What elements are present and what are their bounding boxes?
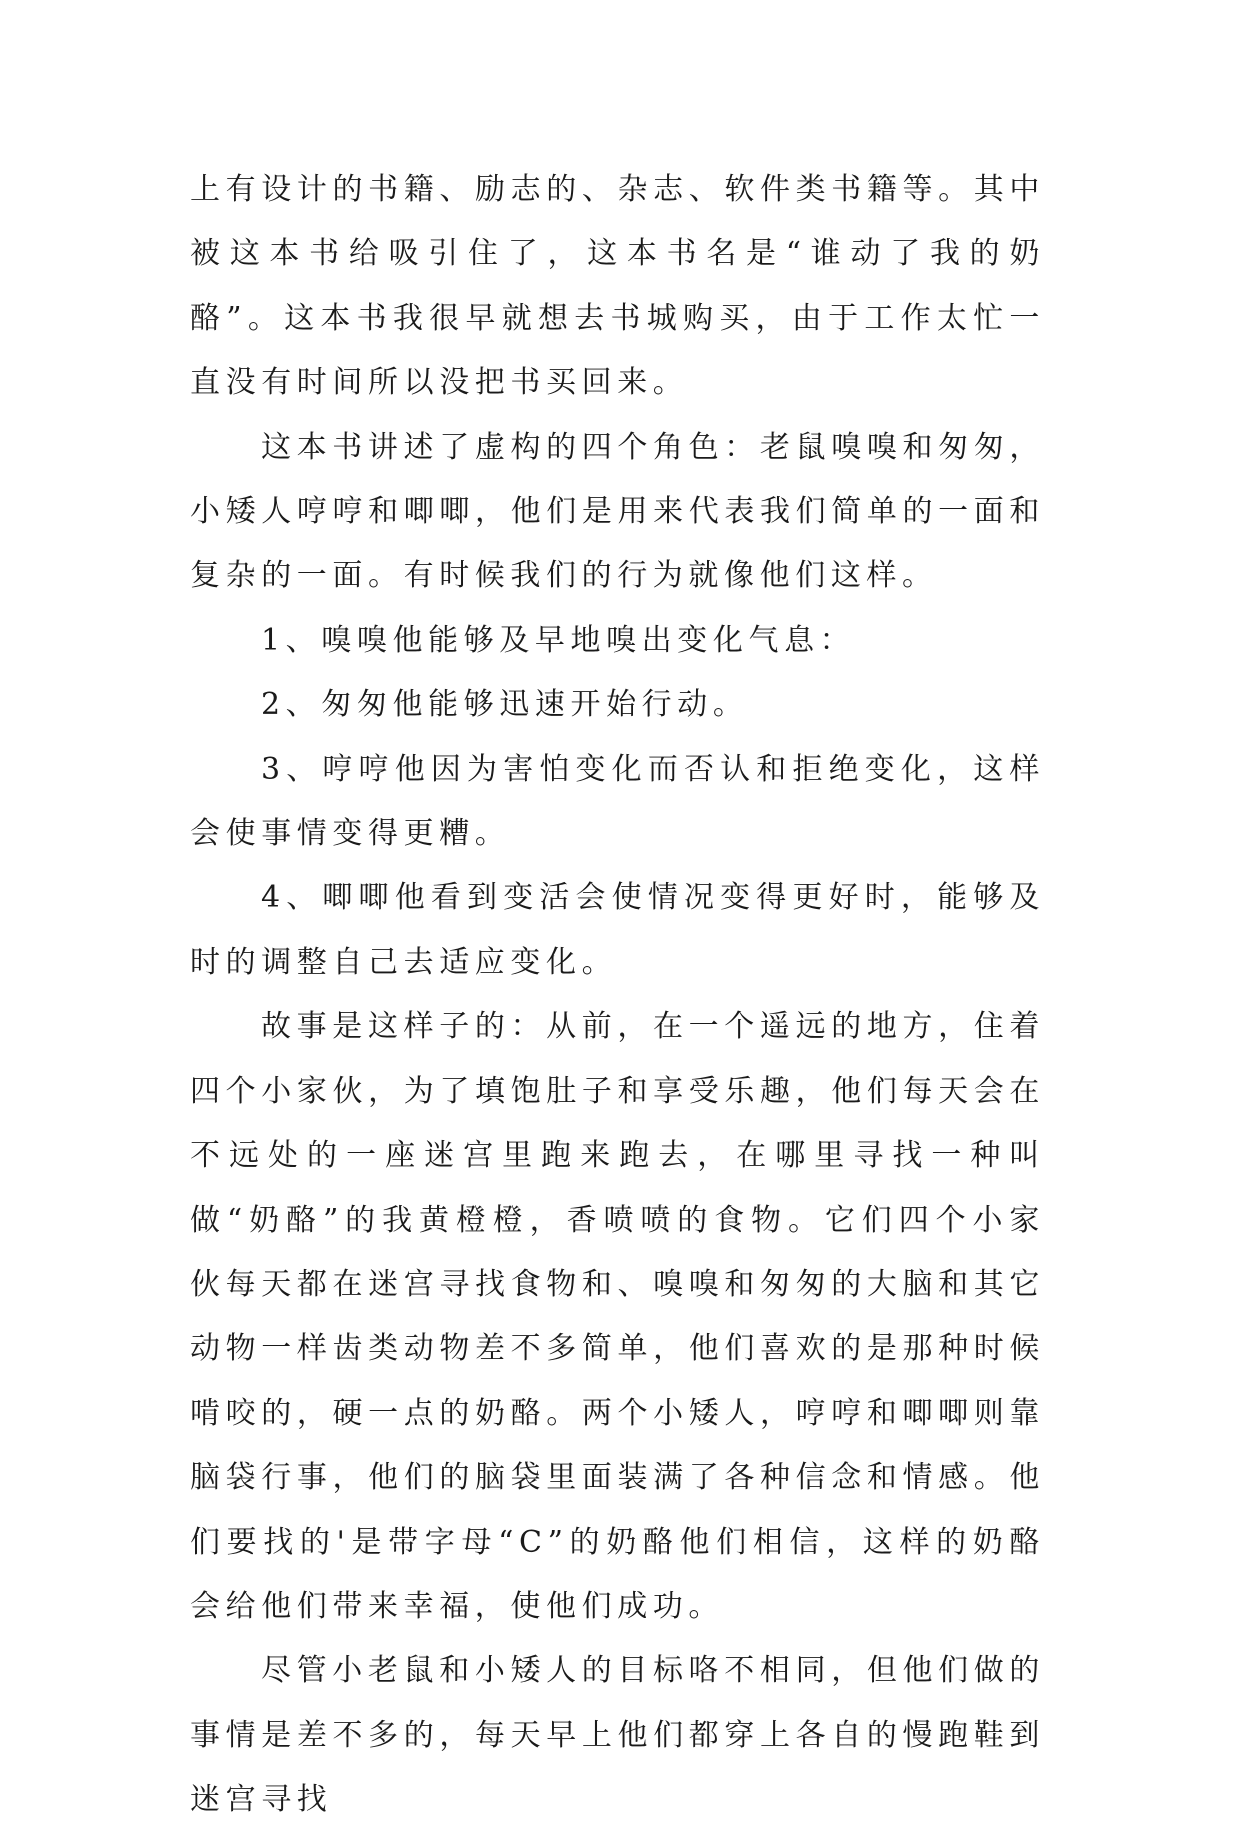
body-text — [190, 158, 1045, 1833]
list-item-haw: 4、唧唧他看到变活会使情况变得更好时，能够及时的调整自己去适应变化。 — [190, 880, 1045, 980]
paragraph-goals: 尽管小老鼠和小矮人的目标咯不相同，但他们做的事情是差不多的，每天早上他们都穿上各自的慢跑鞋到迷宫寻找 — [190, 1653, 1045, 1818]
paragraph-story: 故事是这样子的：从前，在一个遥远的地方，住着四个小家伙，为了填饱肚子和享受乐趣，他们每天会在不远处的一座迷宫里跑来跑去，在哪里寻找一种叫做“奶酪”的我黄橙橙，香喷喷的食物。它们四个小家伙每天都在迷宫寻找食物和、嗅嗅和匆匆的大脑和其它动物一样齿类动物差不多简单，他们喜欢的是那种时候啃咬的，硬一点的奶酪。两个小矮人，哼哼和唧唧则靠脑袋行事，他们的脑袋里面装满了各种信念和情感。他们要找的'是带字母“C”的奶酪他们相信，这样的奶酪会给他们带来幸福，使他们成功。 — [190, 1009, 1045, 1624]
paragraph-continued: 上有设计的书籍、励志的、杂志、软件类书籍等。其中被这本书给吸引住了，这本书名是“谁动了我的奶酪”。这本书我很早就想去书城购买，由于工作太忙一直没有时间所以没把书买回来。 — [190, 172, 1045, 401]
list-item-sniff: 1、嗅嗅他能够及早地嗅出变化气息： — [261, 622, 856, 658]
list-item-scurry: 2、匆匆他能够迅速开始行动。 — [261, 687, 749, 723]
paragraph-characters-intro: 这本书讲述了虚构的四个角色：老鼠嗅嗅和匆匆，小矮人哼哼和唧唧，他们是用来代表我们简单的一面和复杂的一面。有时候我们的行为就像他们这样。 — [190, 429, 1045, 594]
list-item-hem: 3、哼哼他因为害怕变化而否认和拒绝变化，这样会使事情变得更糟。 — [190, 751, 1045, 852]
